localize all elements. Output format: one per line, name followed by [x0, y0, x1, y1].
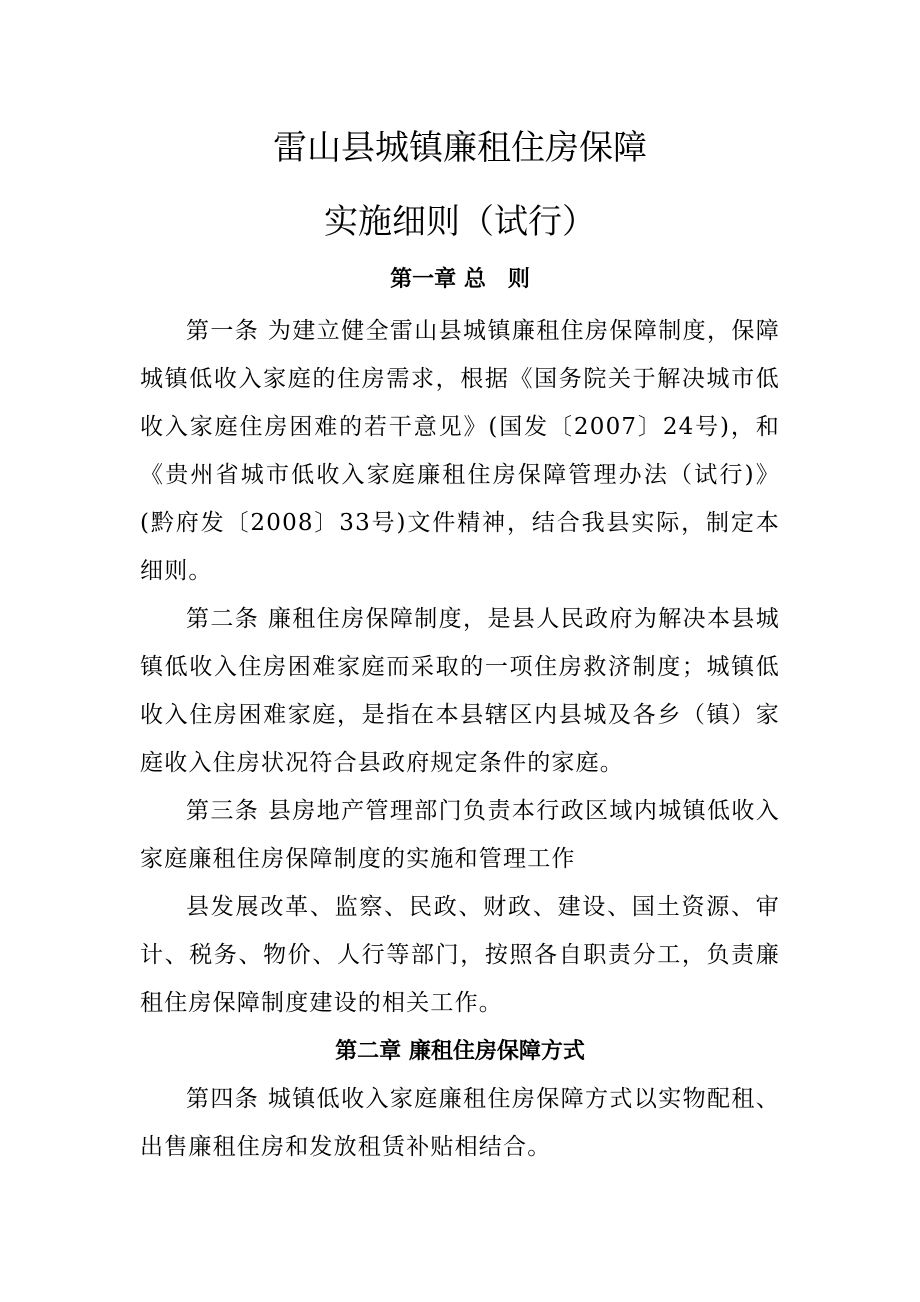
article-4-paragraph: 第四条 城镇低收入家庭廉租住房保障方式以实物配租、出售廉租住房和发放租赁补贴相结合。	[140, 1086, 780, 1160]
article-1-paragraph: 第一条 为建立健全雷山县城镇廉租住房保障制度，保障城镇低收入家庭的住房需求，根据《国务院关于解决城市低收入家庭住房困难的若干意见》(国发〔2007〕24号)，和《贵州省城市低收入家庭廉租住房保障管理办法（试行)》(黔府发〔2008〕33号)文件精神，结合我县实际，制定本细则。	[140, 318, 780, 584]
article-3-continuation-paragraph: 县发展改革、监察、民政、财政、建设、国土资源、审计、税务、物价、人行等部门，按照各自职责分工，负责廉租住房保障制度建设的相关工作。	[140, 894, 780, 1016]
document-title-line-2: 实施细则（试行）	[324, 202, 596, 242]
chapter-2-heading: 第二章 廉租住房保障方式	[335, 1038, 585, 1064]
article-2-paragraph: 第二条 廉租住房保障制度，是县人民政府为解决本县城镇低收入住房困难家庭而采取的一项住房救济制度；城镇低收入住房困难家庭，是指在本县辖区内县城及各乡（镇）家庭收入住房状况符合县政府规定条件的家庭。	[140, 606, 780, 776]
chapter-1-heading: 第一章 总 则	[390, 266, 530, 292]
article-3-paragraph: 第三条 县房地产管理部门负责本行政区域内城镇低收入家庭廉租住房保障制度的实施和管理工作	[140, 798, 780, 872]
document-title-line-1: 雷山县城镇廉租住房保障	[273, 128, 647, 168]
